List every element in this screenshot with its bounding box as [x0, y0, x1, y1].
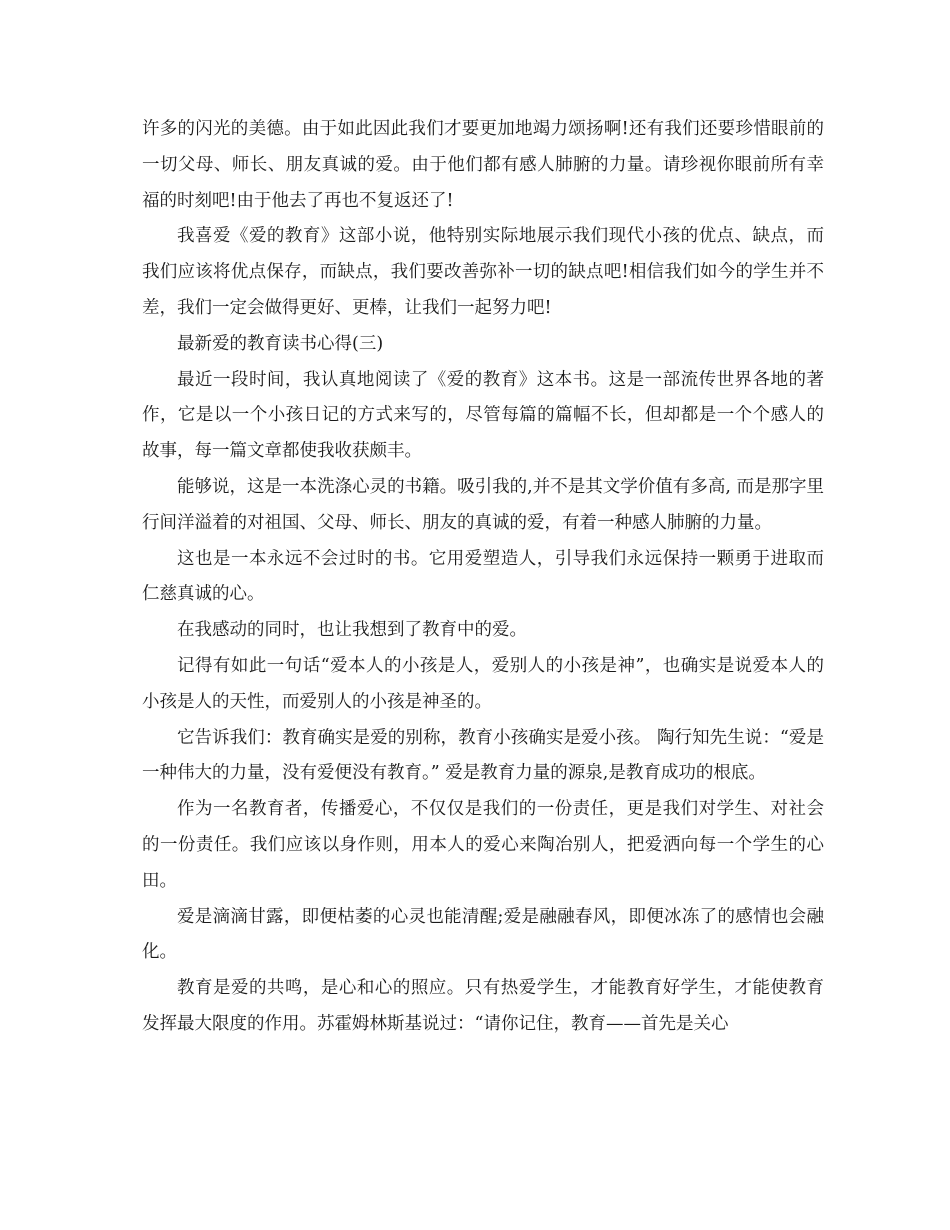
paragraph: 爱是滴滴甘露，即便枯萎的心灵也能清醒;爱是融融春风，即便冰冻了的感情也会融化。	[142, 906, 824, 963]
paragraph: 最近一段时间，我认真地阅读了《爱的教育》这本书。这是一部流传世界各地的著作，它是以一个小孩日记的方式来写的，尽管每篇的篇幅不长，但却都是一个个感人的故事，每一篇文章都使我收获颇丰。	[142, 369, 824, 462]
paragraph: 作为一名教育者，传播爱心，不仅仅是我们的一份责任，更是我们对学生、对社会的一份责任。我们应该以身作则，用本人的爱心来陶冶别人，把爱洒向每一个学生的心田。	[142, 799, 824, 891]
document-body	[142, 112, 824, 1043]
paragraph: 这也是一本永远不会过时的书。它用爱塑造人，引导我们永远保持一颗勇于进取而仁慈真诚的心。	[142, 548, 824, 605]
paragraph: 它告诉我们：教育确实是爱的别称，教育小孩确实是爱小孩。 陶行知先生说：“爱是一种伟大的力量，没有爱便没有教育。” 爱是教育力量的源泉,是教育成功的根底。	[142, 727, 824, 784]
paragraph: 教育是爱的共鸣，是心和心的照应。只有热爱学生，才能教育好学生，才能使教育发挥最大限度的作用。苏霍姆林斯基说过：“请你记住，教育——首先是关心	[142, 978, 824, 1034]
section-heading: 最新爱的教育读书心得(三)	[177, 333, 384, 354]
paragraph: 记得有如此一句话“爱本人的小孩是人，爱别人的小孩是神”，也确实是说爱本人的小孩是人的天性，而爱别人的小孩是神圣的。	[142, 655, 824, 712]
paragraph: 我喜爱《爱的教育》这部小说，他特别实际地展示我们现代小孩的优点、缺点，而我们应该将优点保存，而缺点，我们要改善弥补一切的缺点吧!相信我们如今的学生并不差，我们一定会做得更好、更棒，让我们一起努力吧!	[142, 226, 824, 318]
paragraph-continuation: 许多的闪光的美德。由于如此因此我们才要更加地竭力颂扬啊!还有我们还要珍惜眼前的一切父母、师长、朋友真诚的爱。由于他们都有感人肺腑的力量。请珍视你眼前所有幸福的时刻吧!由于他去了再也不复返还了!	[142, 119, 824, 211]
paragraph: 能够说，这是一本洗涤心灵的书籍。吸引我的,并不是其文学价值有多高, 而是那字里行间洋溢着的对祖国、父母、师长、朋友的真诚的爱，有着一种感人肺腑的力量。	[142, 476, 824, 533]
paragraph: 在我感动的同时，也让我想到了教育中的爱。	[177, 620, 527, 641]
